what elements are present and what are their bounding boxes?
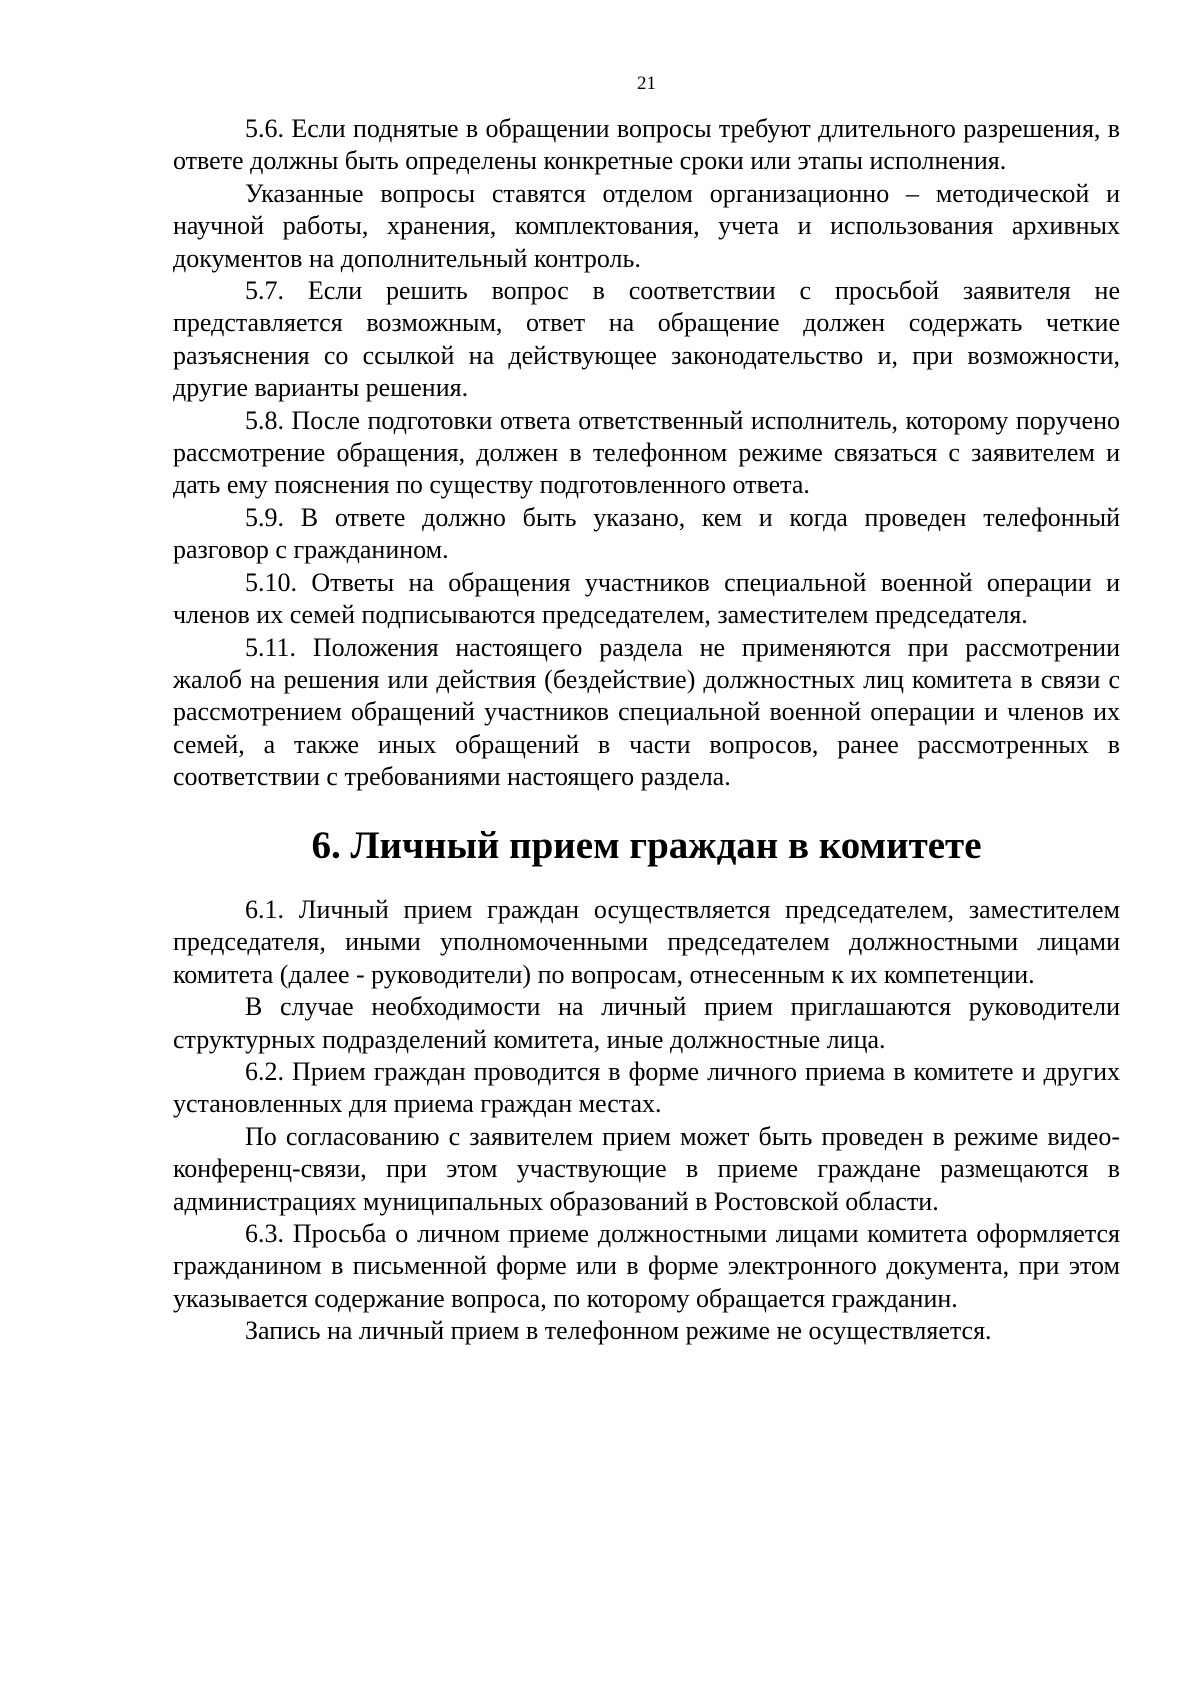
paragraph-5-6: 5.6. Если поднятые в обращении вопросы требуют длительного разрешения, в ответе должны быть определены конкретные сроки или этапы исполнения. [173,114,1120,176]
document-body [173,113,1120,1348]
paragraph-6-1: 6.1. Личный прием граждан осуществляется председателем, заместителем председателя, иными уполномоченными председателем должностными лицами комитета (далее - руководители) по вопросам, отнесенным к их компетенции. [173,894,1120,989]
section-6-heading: 6. Личный прием граждан в комитете [311,823,982,867]
paragraph-6-3: 6.3. Просьба о личном приеме должностными лицами комитета оформляется гражданином в письменной форме или в форме электронного документа, при этом указывается содержание вопроса, по которому обращается гражданин. [173,1219,1120,1313]
paragraph-6-2-video: По согласованию с заявителем прием может быть проведен в режиме видео-конференц-связи, при этом участвующие в приеме граждане размещаются в администрациях муниципальных образований в Ростовской области. [173,1121,1120,1216]
paragraph-5-9: 5.9. В ответе должно быть указано, кем и когда проведен телефонный разговор с гражданином. [173,502,1120,565]
paragraph-5-11: 5.11. Положения настоящего раздела не применяются при рассмотрении жалоб на решения или действия (бездействие) должностных лиц комитета в связи с рассмотрением обращений участников специальной военной операции и членов их семей, а также иных обращений в части вопросов, ранее рассмотренных в соответствии с требованиями настоящего раздела. [173,632,1120,792]
paragraph-5-7: 5.7. Если решить вопрос в соответствии с просьбой заявителя не представляется возможным, ответ на обращение должен содержать четкие разъяснения со ссылкой на действующее законодательство и, при возможности, другие варианты решения. [173,276,1120,403]
paragraph-5-8: 5.8. После подготовки ответа ответственный исполнитель, которому поручено рассмотрение обращения, должен в телефонном режиме связаться с заявителем и дать ему пояснения по существу подготовленного ответа. [173,405,1120,500]
paragraph-6-3-phone: Запись на личный прием в телефонном режиме не осуществляется. [245,1316,992,1346]
paragraph-5-6-control: Указанные вопросы ставятся отделом организационно – методической и научной работы, хранения, комплектования, учета и использования архивных документов на дополнительный контроль. [173,178,1120,273]
paragraph-6-1-invite: В случае необходимости на личный прием приглашаются руководители структурных подразделений комитета, иные должностные лица. [173,992,1120,1054]
page-number: 21 [637,73,656,94]
paragraph-5-10: 5.10. Ответы на обращения участников специальной военной операции и членов их семей подписываются председателем, заместителем председателя. [173,567,1120,630]
paragraph-6-2: 6.2. Прием граждан проводится в форме личного приема в комитете и других установленных для приема граждан местах. [173,1056,1120,1119]
